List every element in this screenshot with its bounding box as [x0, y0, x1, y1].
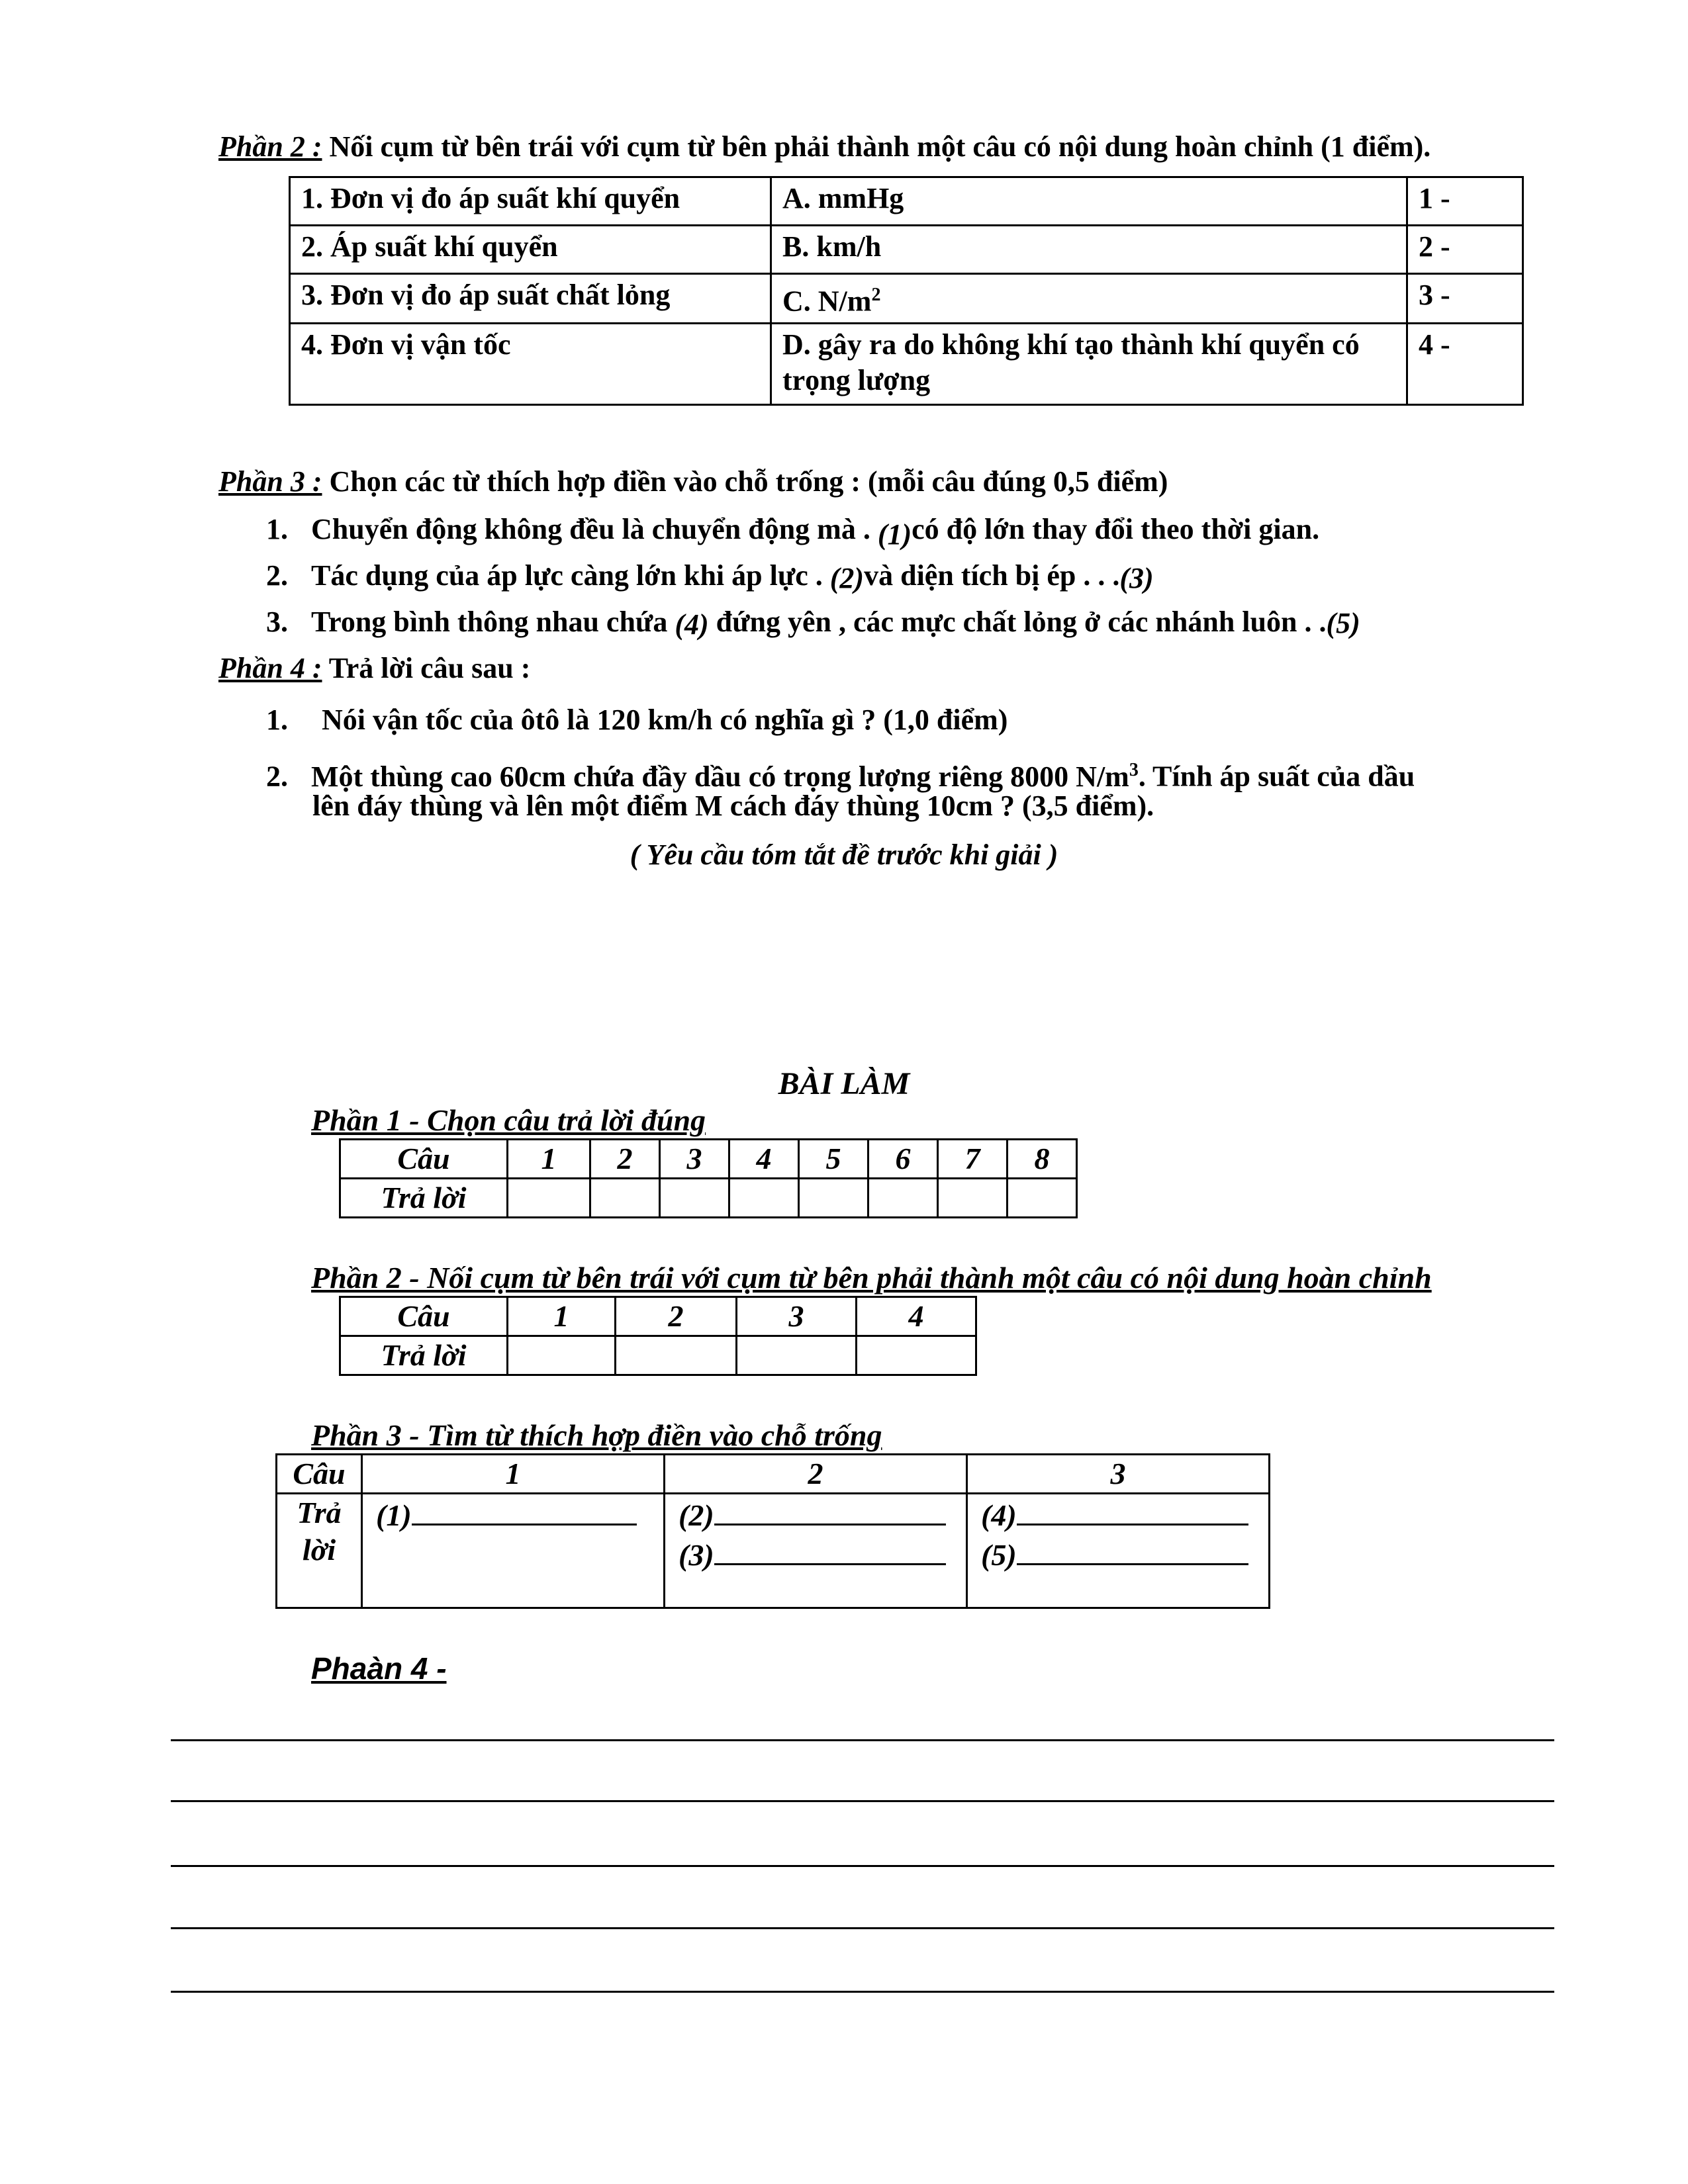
answer-slot[interactable]	[799, 1179, 868, 1218]
blank-line[interactable]	[376, 1494, 663, 1534]
answer-slot[interactable]	[737, 1336, 857, 1375]
item-number: 3.	[266, 606, 288, 638]
item-text: và diện tích bị ép . . .	[864, 559, 1120, 592]
table-row	[340, 1336, 976, 1375]
question-text: Một thùng cao 60cm chứa đầy dầu có trọng lượng riêng 8000 N/m	[311, 760, 1129, 793]
answer-part3-title: Phần 3 - Tìm từ thích hợp điền vào chỗ trống	[311, 1418, 882, 1452]
header-cell: 7	[938, 1140, 1008, 1179]
item-text: đứng yên , các mực chất lỏng ở các nhánh luôn . .	[708, 606, 1327, 638]
blank-cell	[362, 1494, 665, 1608]
unit-text: C. N/m	[782, 285, 872, 318]
writing-line[interactable]	[171, 1927, 1554, 1929]
item-text: Chuyển động không đều là chuyển động mà .	[311, 513, 878, 545]
blank-underline[interactable]	[714, 1534, 946, 1565]
item-text: Tác dụng của áp lực càng lớn khi áp lực .	[311, 559, 830, 592]
answer-cell: 4 -	[1407, 323, 1523, 404]
exponent: 3	[1129, 760, 1139, 780]
answer-sheet-title: BÀI LÀM	[778, 1066, 910, 1101]
blank-marker: (4)	[675, 608, 709, 641]
answer-slot[interactable]	[660, 1179, 729, 1218]
blank-marker: (2)	[829, 562, 865, 594]
blank-marker: (3)	[1119, 562, 1154, 594]
right-cell	[771, 274, 1407, 324]
answer-slot[interactable]	[857, 1336, 976, 1375]
part4-question-2-line2: lên đáy thùng và lên một điểm M cách đáy thùng 10cm ? (3,5 điểm).	[312, 790, 1154, 822]
blank-line[interactable]	[981, 1534, 1268, 1574]
table-row	[290, 177, 1523, 226]
answer-cell: 2 -	[1407, 226, 1523, 274]
item-number: 2.	[266, 760, 288, 793]
row-label: Trả lời	[340, 1336, 508, 1375]
header-cell: 4	[857, 1297, 976, 1336]
right-cell: B. km/h	[771, 226, 1407, 274]
writing-line[interactable]	[171, 1800, 1554, 1802]
question-text: . Tính áp suất của dầu	[1138, 760, 1415, 793]
item-text: có độ lớn thay đổi theo thời gian.	[912, 513, 1320, 545]
blank-underline[interactable]	[412, 1494, 637, 1525]
answer-cell: 3 -	[1407, 274, 1523, 324]
part3-item-2	[266, 557, 1154, 594]
header-cell: 1	[508, 1297, 616, 1336]
answer-part2-title: Phần 2 - Nối cụm từ bên trái với cụm từ bên phải thành một câu có nội dung hoàn chỉnh	[311, 1261, 1432, 1295]
note: ( Yêu cầu tóm tắt đề trước khi giải )	[630, 839, 1058, 871]
blank-cell	[967, 1494, 1270, 1608]
part4-heading	[218, 650, 530, 687]
item-number: 1.	[266, 704, 288, 736]
header-cell: 3	[737, 1297, 857, 1336]
question-text: Nói vận tốc của ôtô là 120 km/h có nghĩa gì ? (1,0 điểm)	[322, 704, 1008, 736]
part3-title: Phần 3 :	[218, 465, 322, 498]
table-row	[290, 274, 1523, 324]
header-cell: Câu	[340, 1140, 508, 1179]
blank-marker: (3)	[679, 1538, 714, 1572]
blank-marker: (1)	[877, 518, 912, 551]
header-cell: 4	[729, 1140, 799, 1179]
part2-heading	[218, 128, 1430, 165]
answer-slot[interactable]	[508, 1336, 616, 1375]
blank-marker: (5)	[1326, 607, 1360, 639]
exponent: 2	[871, 285, 881, 305]
part2-question-table	[289, 176, 1524, 406]
header-cell: Câu	[340, 1297, 508, 1336]
header-cell: 1	[508, 1140, 590, 1179]
blank-marker: (5)	[981, 1538, 1017, 1572]
table-row	[277, 1455, 1270, 1494]
answer-part2-table	[339, 1296, 977, 1376]
blank-line[interactable]	[679, 1494, 966, 1534]
writing-line[interactable]	[171, 1739, 1554, 1741]
part2-title: Phần 2 :	[218, 130, 322, 163]
part3-heading	[218, 463, 1168, 500]
answer-cell: 1 -	[1407, 177, 1523, 226]
header-cell: 3	[660, 1140, 729, 1179]
right-cell: D. gây ra do không khí tạo thành khí quyển có trọng lượng	[771, 323, 1407, 404]
answer-slot[interactable]	[729, 1179, 799, 1218]
header-cell: 1	[362, 1455, 665, 1494]
right-cell: A. mmHg	[771, 177, 1407, 226]
blank-underline[interactable]	[1017, 1494, 1248, 1525]
header-cell: Câu	[277, 1455, 362, 1494]
left-cell: 1. Đơn vị đo áp suất khí quyển	[290, 177, 771, 226]
header-cell: 5	[799, 1140, 868, 1179]
table-row	[290, 323, 1523, 404]
answer-slot[interactable]	[508, 1179, 590, 1218]
part3-item-3	[266, 604, 1360, 641]
answer-part1-table	[339, 1138, 1078, 1218]
blank-line[interactable]	[679, 1534, 966, 1574]
header-cell: 2	[616, 1297, 737, 1336]
answer-slot[interactable]	[590, 1179, 660, 1218]
header-cell: 2	[590, 1140, 660, 1179]
row-label	[277, 1494, 362, 1608]
blank-marker: (4)	[981, 1498, 1017, 1532]
part4-question-1	[266, 702, 1008, 739]
answer-slot[interactable]	[868, 1179, 938, 1218]
part3-instruction: Chọn các từ thích hợp điền vào chỗ trống : (mỗi câu đúng 0,5 điểm)	[322, 465, 1168, 498]
writing-line[interactable]	[171, 1865, 1554, 1867]
answer-slot[interactable]	[616, 1336, 737, 1375]
blank-underline[interactable]	[1017, 1534, 1248, 1565]
part4-instruction: Trả lời câu sau :	[322, 652, 531, 684]
blank-marker: (1)	[376, 1498, 412, 1532]
blank-line[interactable]	[981, 1494, 1268, 1534]
table-row	[340, 1179, 1077, 1218]
table-row	[340, 1297, 976, 1336]
answer-part4-title: Phaàn 4 -	[311, 1651, 447, 1686]
row-label: Trả lời	[340, 1179, 508, 1218]
header-cell: 2	[665, 1455, 967, 1494]
header-cell: 8	[1008, 1140, 1077, 1179]
part4-title: Phần 4 :	[218, 652, 322, 684]
left-cell: 3. Đơn vị đo áp suất chất lỏng	[290, 274, 771, 324]
answer-part1-title: Phần 1 - Chọn câu trả lời đúng	[311, 1103, 706, 1137]
blank-underline[interactable]	[714, 1494, 946, 1525]
table-row	[277, 1494, 1270, 1608]
part3-item-1	[266, 511, 1320, 551]
part2-instruction: Nối cụm từ bên trái với cụm từ bên phải thành một câu có nội dung hoàn chỉnh (1 điểm).	[322, 130, 1431, 163]
item-number: 1.	[266, 513, 288, 545]
row-label-line: lời	[302, 1533, 336, 1567]
header-cell: 3	[967, 1455, 1270, 1494]
row-label-line: Trả	[297, 1496, 342, 1529]
header-cell: 6	[868, 1140, 938, 1179]
writing-line[interactable]	[171, 1991, 1554, 1993]
left-cell: 4. Đơn vị vận tốc	[290, 323, 771, 404]
item-text: Trong bình thông nhau chứa	[311, 606, 675, 638]
left-cell: 2. Áp suất khí quyển	[290, 226, 771, 274]
table-row	[340, 1140, 1077, 1179]
answer-slot[interactable]	[938, 1179, 1008, 1218]
blank-marker: (2)	[679, 1498, 714, 1532]
blank-cell	[665, 1494, 967, 1608]
table-row	[290, 226, 1523, 274]
item-number: 2.	[266, 559, 288, 592]
answer-slot[interactable]	[1008, 1179, 1077, 1218]
answer-part3-table	[275, 1453, 1270, 1609]
